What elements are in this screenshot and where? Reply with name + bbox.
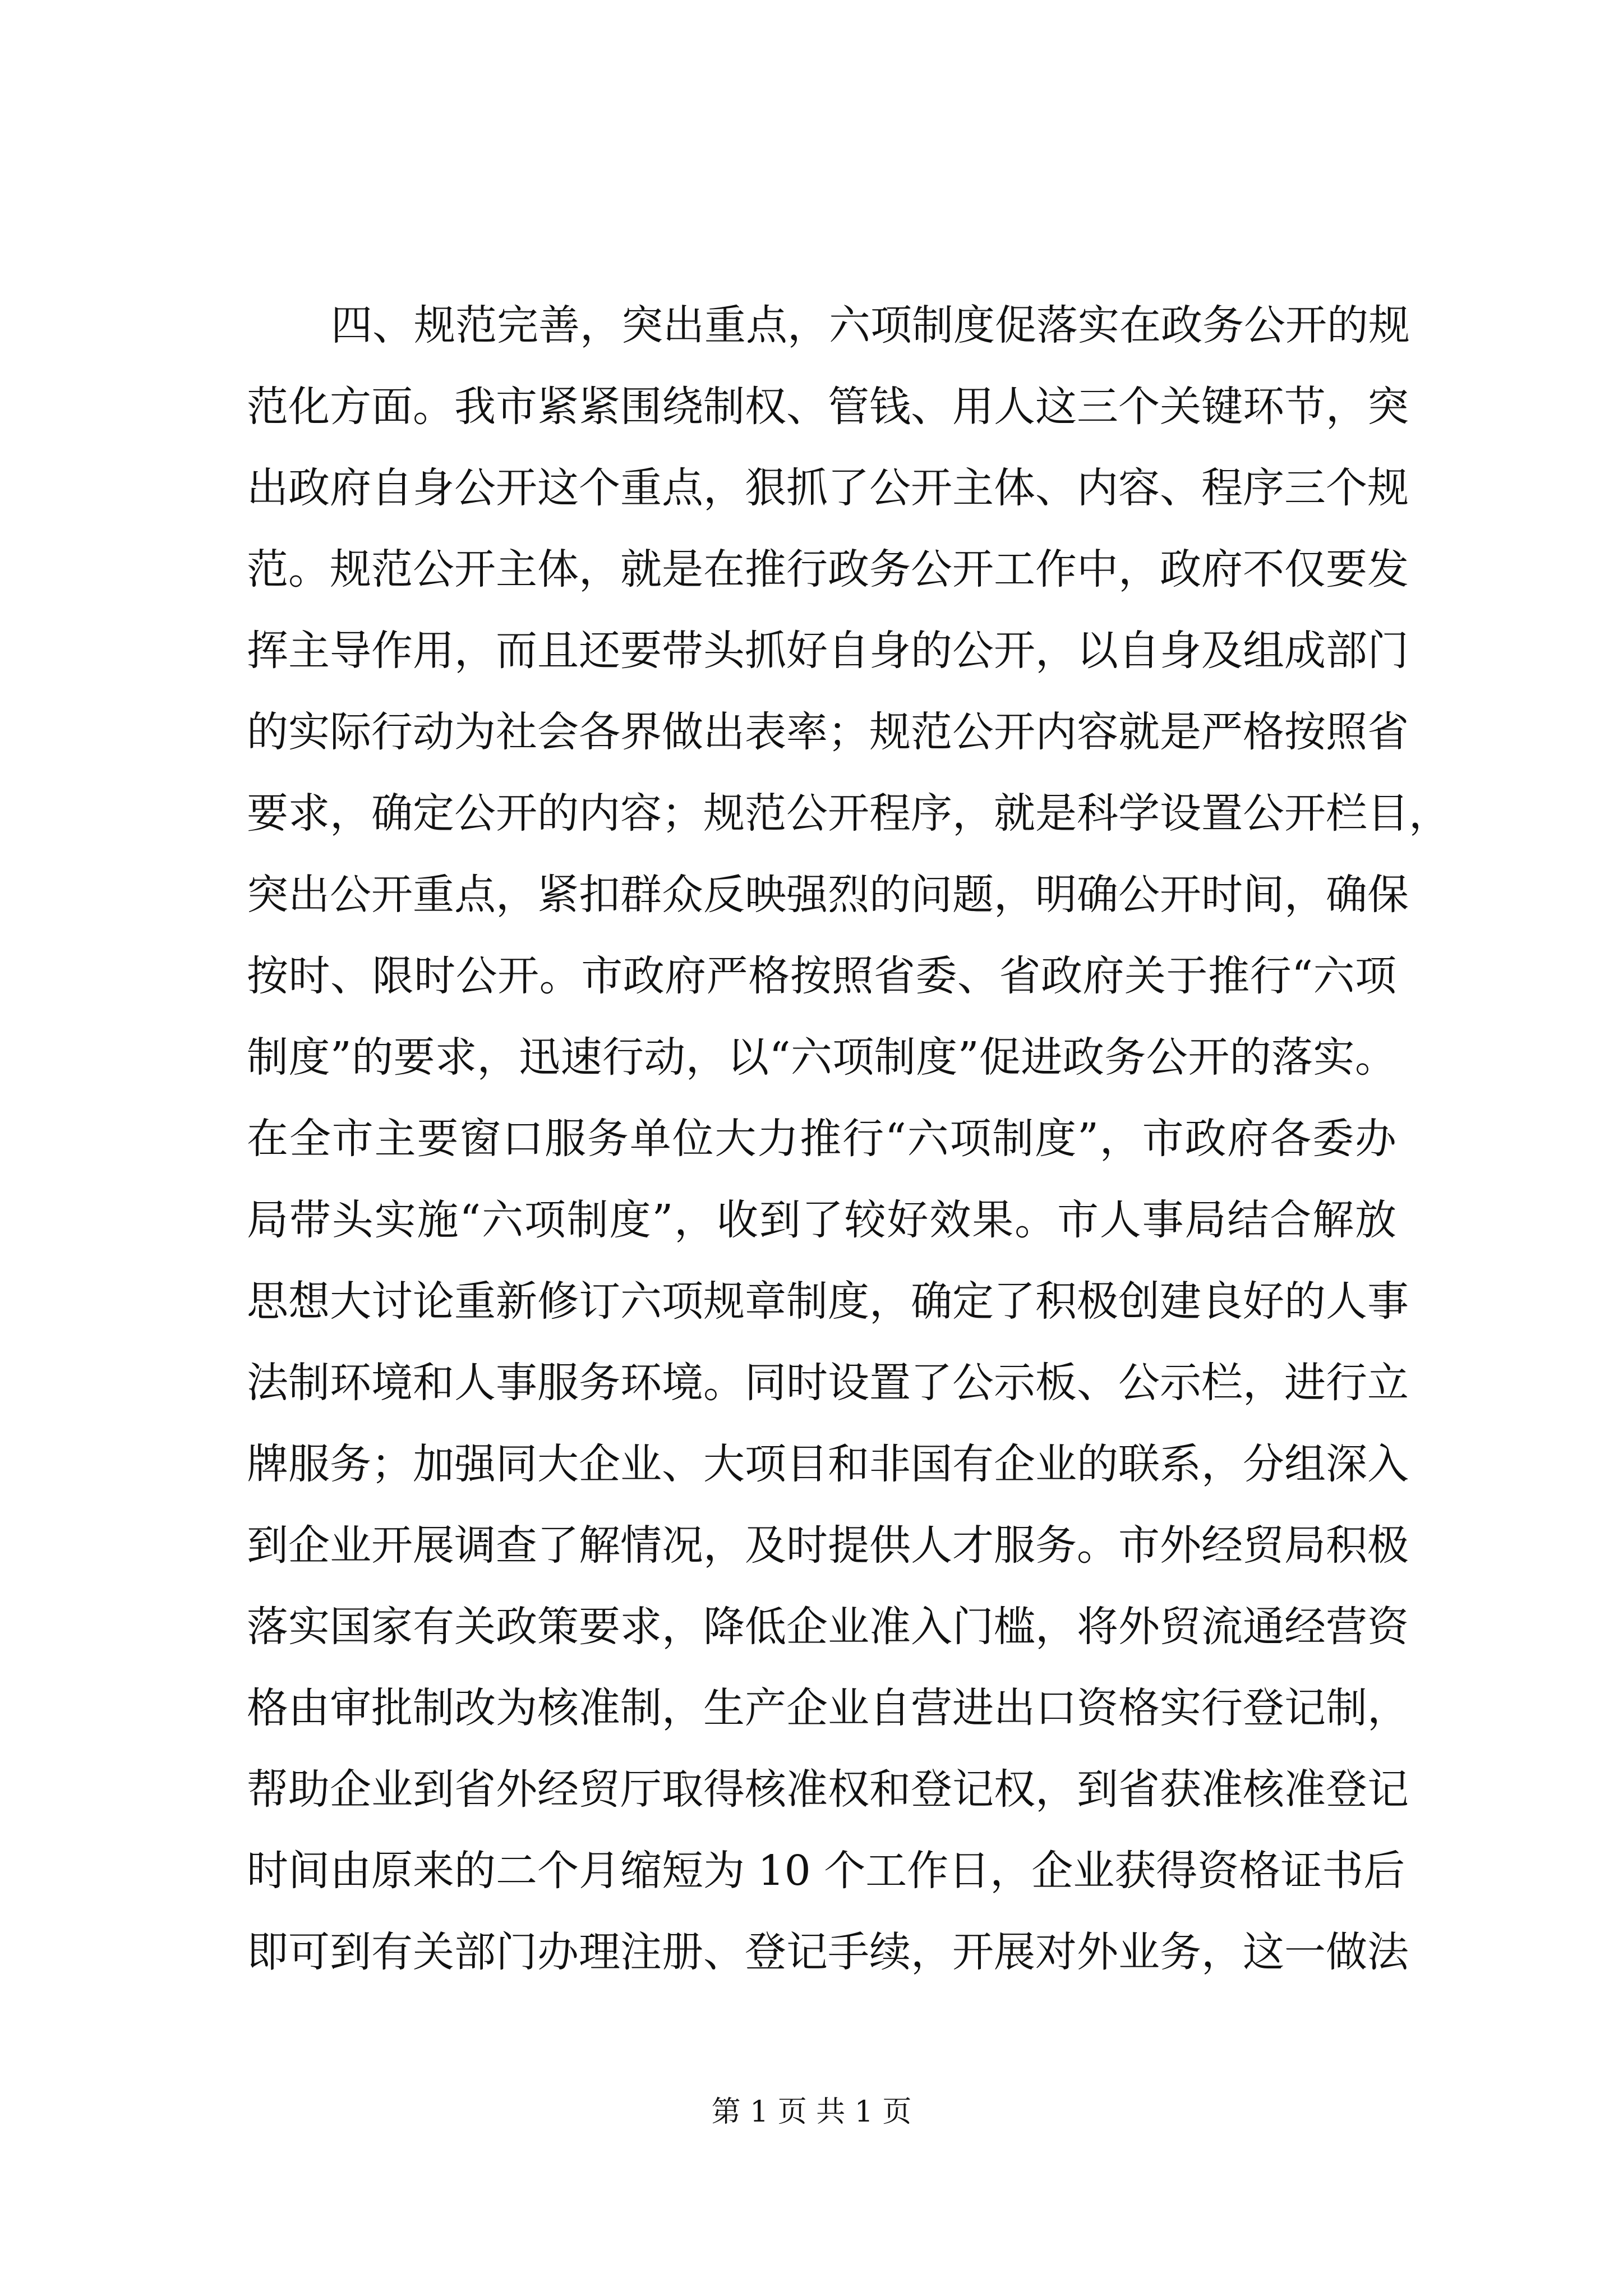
text-line: 到企业开展调查了解情况，及时提供人才服务。市外经贸局积极 (247, 1521, 1409, 1570)
text-line: 帮助企业到省外经贸厅取得核准权和登记权，到省获准核准登记 (247, 1765, 1409, 1814)
text-line: 突出公开重点，紧扣群众反映强烈的问题，明确公开时间，确保 (247, 871, 1409, 919)
text-line: 落实国家有关政策要求，降低企业准入门槛，将外贸流通经营资 (247, 1603, 1409, 1651)
text-line: 范化方面。我市紧紧围绕制权、管钱、用人这三个关键环节，突 (247, 383, 1409, 431)
text-line: 要求，确定公开的内容；规范公开程序，就是科学设置公开栏目， (247, 789, 1450, 838)
text-line: 时间由原来的二个月缩短为 10 个工作日，企业获得资格证书后 (247, 1847, 1405, 1895)
text-line: 在全市主要窗口服务单位大力推行“六项制度”，市政府各委办 (247, 1115, 1396, 1163)
page-footer: 第 1 页 共 1 页 (711, 2095, 912, 2129)
text-line: 思想大讨论重新修订六项规章制度，确定了积极创建良好的人事 (247, 1277, 1409, 1326)
text-line: 按时、限时公开。市政府严格按照省委、省政府关于推行“六项 (247, 952, 1396, 1000)
text-line: 挥主导作用，而且还要带头抓好自身的公开，以自身及组成部门 (247, 627, 1409, 675)
text-line: 出政府自身公开这个重点，狠抓了公开主体、内容、程序三个规 (247, 464, 1409, 512)
text-line: 四、规范完善，突出重点，六项制度促落实在政务公开的规 (331, 301, 1410, 349)
text-line: 牌服务；加强同大企业、大项目和非国有企业的联系，分组深入 (247, 1440, 1409, 1488)
text-line: 范。规范公开主体，就是在推行政务公开工作中，政府不仅要发 (247, 545, 1409, 593)
text-line: 即可到有关部门办理注册、登记手续，开展对外业务，这一做法 (247, 1928, 1409, 1976)
text-line: 局带头实施“六项制度”，收到了较好效果。市人事局结合解放 (247, 1196, 1396, 1244)
text-line: 的实际行动为社会各界做出表率；规范公开内容就是严格按照省 (247, 708, 1409, 756)
text-line: 法制环境和人事服务环境。同时设置了公示板、公示栏，进行立 (247, 1359, 1409, 1407)
text-line: 格由审批制改为核准制，生产企业自营进出口资格实行登记制， (247, 1684, 1409, 1732)
text-line: 制度”的要求，迅速行动，以“六项制度”促进政务公开的落实。 (247, 1033, 1396, 1082)
